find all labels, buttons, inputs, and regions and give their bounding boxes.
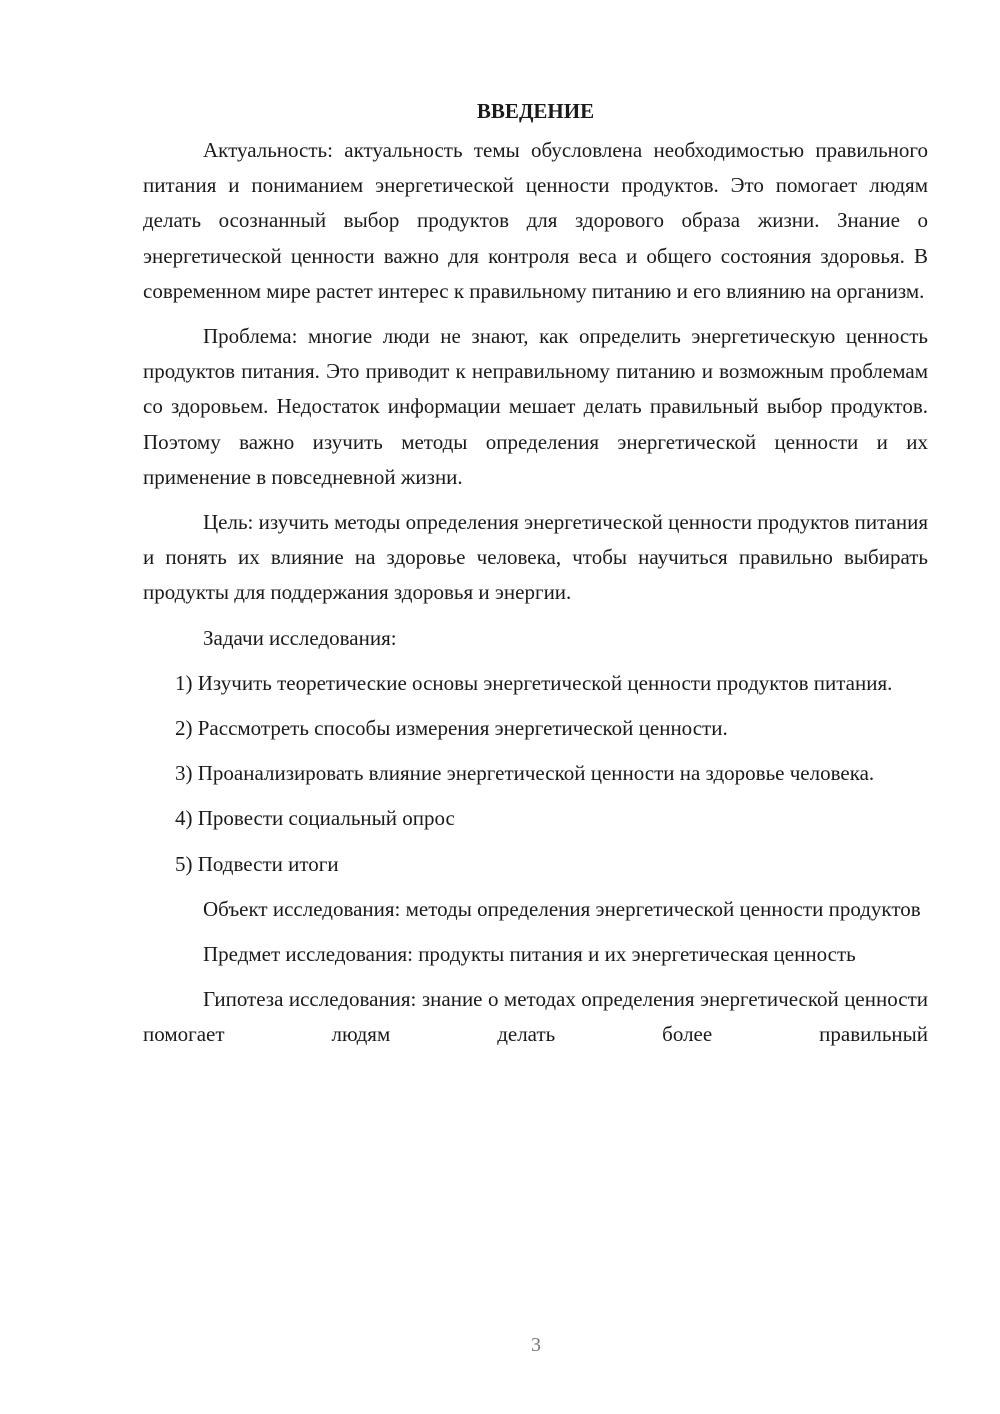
tasks-heading: Задачи исследования: <box>203 625 397 650</box>
task-item-5: 5) Подвести итоги <box>175 851 339 876</box>
paragraph-goal: Цель: изучить методы определения энергетической ценности продуктов питания и понять их влияние на здоровье человека, чтобы научиться правильно выбирать продукты для поддержания здоровья и энергии. <box>143 510 928 605</box>
paragraph-subject: Предмет исследования: продукты питания и их энергетическая ценность <box>203 942 856 967</box>
paragraph-object: Объект исследования: методы определения энергетической ценности продуктов <box>203 896 921 921</box>
paragraph-hypothesis: Гипотеза исследования: знание о методах определения энергетической ценности помогает людям делать более правильный <box>143 987 928 1047</box>
page-number: 3 <box>531 1334 541 1356</box>
task-item-1: 1) Изучить теоретические основы энергетической ценности продуктов питания. <box>175 670 893 695</box>
task-item-2: 2) Рассмотреть способы измерения энергетической ценности. <box>175 716 728 741</box>
task-item-4: 4) Провести социальный опрос <box>175 806 455 831</box>
document-body <box>143 96 928 1053</box>
paragraph-problem: Проблема: многие люди не знают, как определить энергетическую ценность продуктов питания. Это приводит к неправильному питанию и возможным проблемам со здоровьем. Недостаток информации мешает делать правильный выбор продуктов. Поэтому важно изучить методы определения энергетической ценности и их применение в повседневной жизни. <box>143 324 928 489</box>
section-title: ВВЕДЕНИЕ <box>476 99 595 123</box>
paragraph-relevance: Актуальность: актуальность темы обусловлена необходимостью правильного питания и пониманием энергетической ценности продуктов. Это помогает людям делать осознанный выбор продуктов для здорового образа жизни. Знание о энергетической ценности важно для контроля веса и общего состояния здоровья. В современном мире растет интерес к правильному питанию и его влиянию на организм. <box>143 138 928 303</box>
task-item-3: 3) Проанализировать влияние энергетической ценности на здоровье человека. <box>175 761 875 786</box>
